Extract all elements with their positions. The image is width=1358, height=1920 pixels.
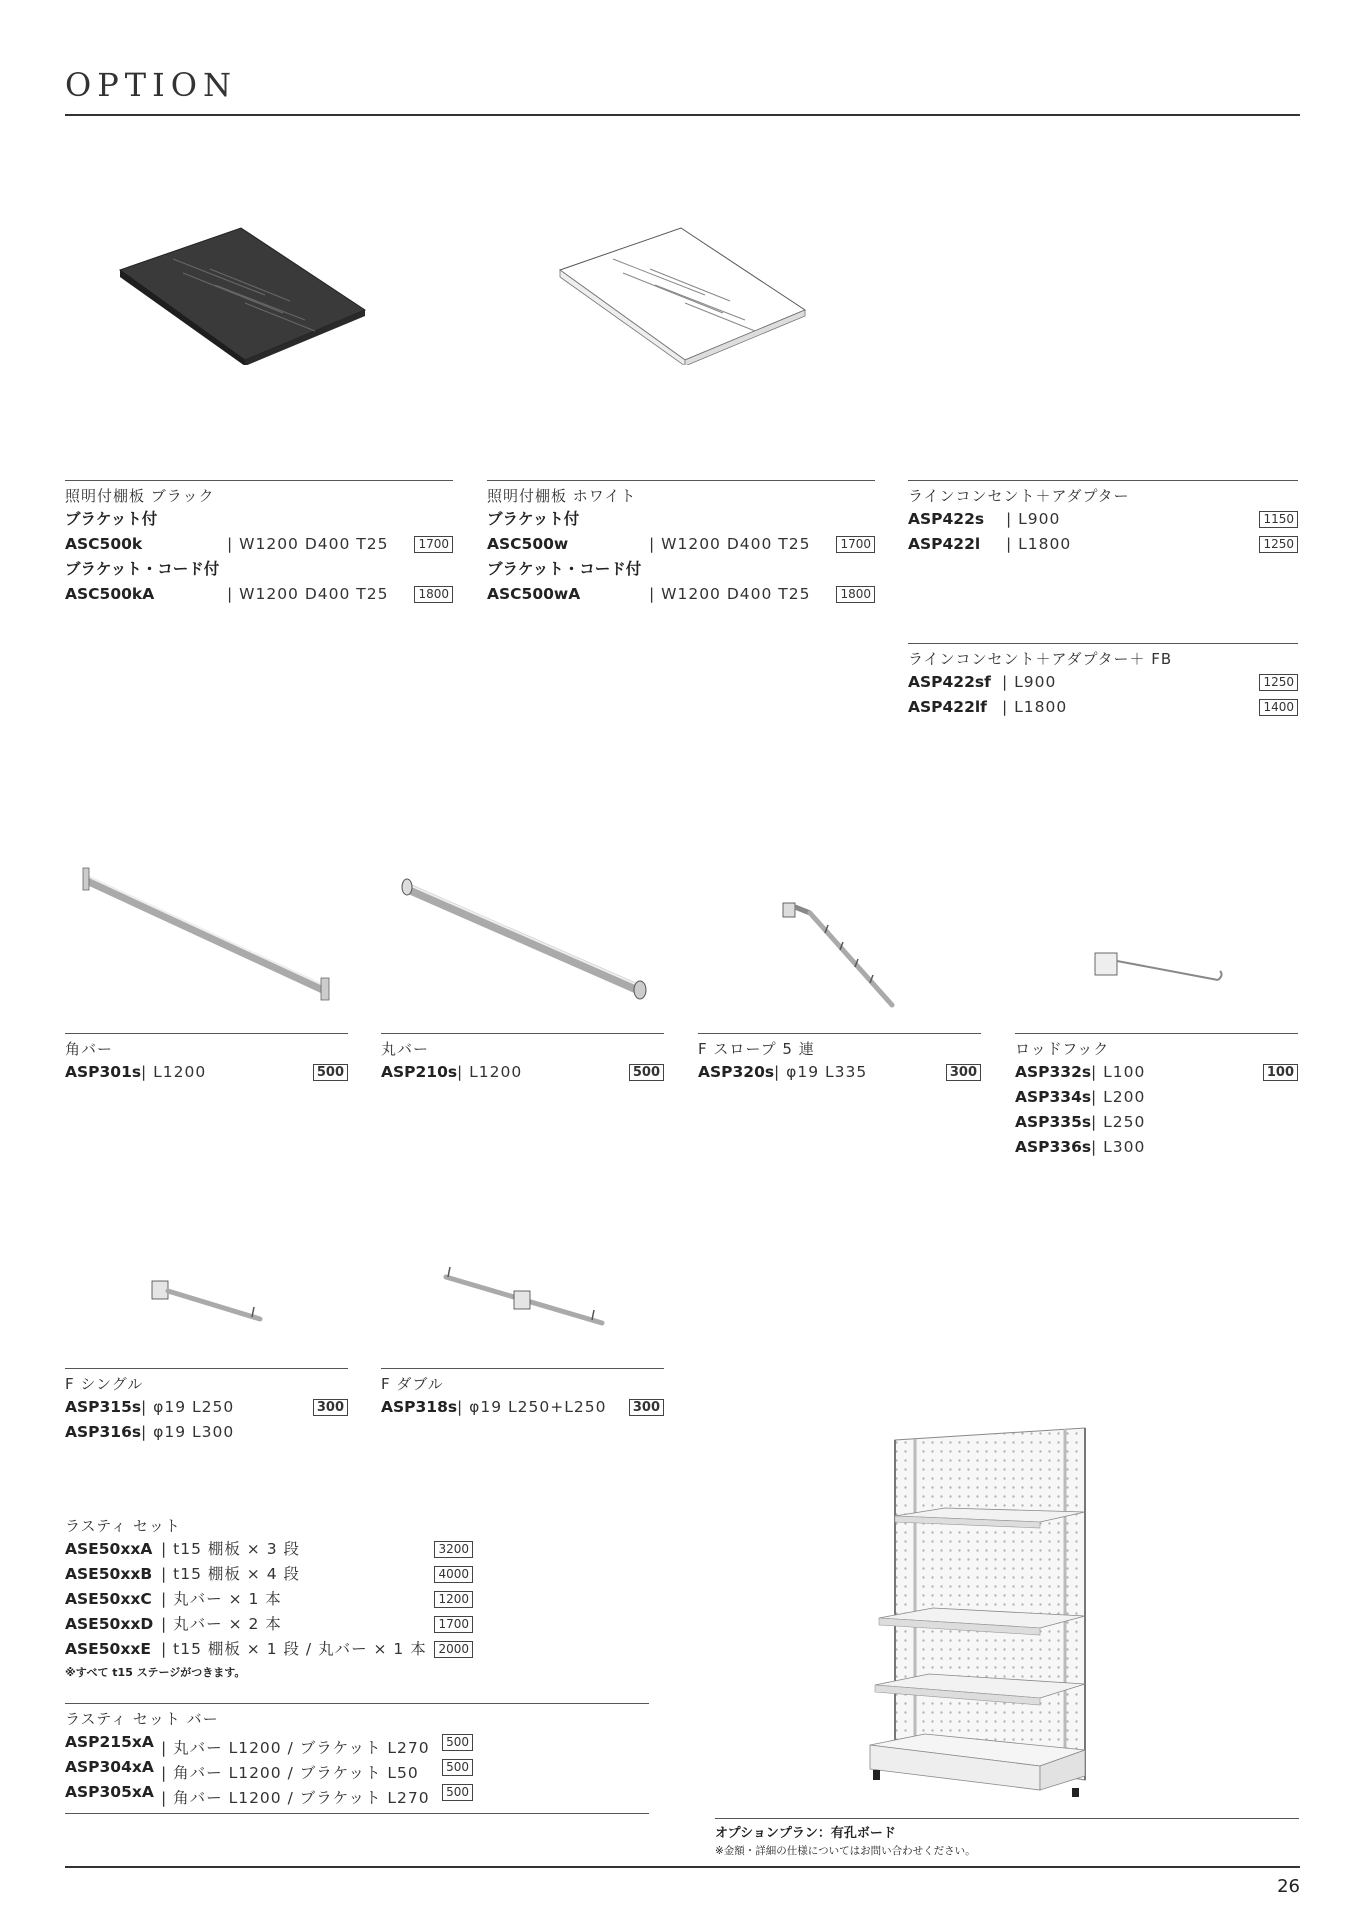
rod-hook-image bbox=[1090, 945, 1230, 995]
section-heading: F スロープ 5 連 bbox=[698, 1040, 815, 1058]
price-box: 1250 bbox=[1259, 536, 1298, 553]
pegboard-display-image bbox=[865, 1420, 1095, 1805]
f-single-section bbox=[65, 1368, 348, 1445]
product-code: ASP304xA bbox=[65, 1758, 154, 1776]
price-box: 2000 bbox=[434, 1641, 473, 1658]
product-code: ASP210s bbox=[381, 1063, 458, 1081]
white-shelf-image bbox=[555, 225, 815, 365]
product-row bbox=[65, 1395, 348, 1420]
product-row bbox=[65, 582, 453, 607]
option-plan-caption-block bbox=[715, 1818, 1299, 1858]
product-row bbox=[381, 1395, 664, 1420]
price-box: 500 bbox=[442, 1734, 473, 1751]
product-spec: | φ19 L300 bbox=[141, 1423, 235, 1441]
product-code: ASP316s bbox=[65, 1423, 142, 1441]
f-slope-image bbox=[780, 895, 910, 1015]
product-code: ASP335s bbox=[1015, 1113, 1092, 1131]
square-bar-section bbox=[65, 1033, 348, 1085]
product-spec: | t15 棚板 × 4 段 bbox=[161, 1565, 301, 1583]
product-row bbox=[65, 1060, 348, 1085]
product-code: ASP422l bbox=[908, 535, 981, 553]
product-spec: | L900 bbox=[1002, 673, 1057, 691]
subheading: ブラケット・コード付 bbox=[487, 560, 642, 578]
product-code: ASP422s bbox=[908, 510, 985, 528]
price-box: 3200 bbox=[434, 1541, 473, 1558]
product-row bbox=[1015, 1110, 1298, 1135]
product-row bbox=[698, 1060, 981, 1085]
product-spec: | φ19 L250 bbox=[141, 1398, 235, 1416]
section-heading: F ダブル bbox=[381, 1375, 444, 1393]
product-row bbox=[65, 1612, 473, 1637]
product-spec: | L1800 bbox=[1006, 535, 1072, 553]
product-code: ASP315s bbox=[65, 1398, 142, 1416]
round-bar-image bbox=[395, 870, 655, 1010]
section-heading: 照明付棚板 ブラック bbox=[65, 487, 215, 505]
price-box: 500 bbox=[442, 1759, 473, 1776]
product-spec: | L900 bbox=[1006, 510, 1061, 528]
subheading: ブラケット・コード付 bbox=[65, 560, 220, 578]
product-row bbox=[65, 1637, 473, 1662]
product-spec: | L100 bbox=[1091, 1063, 1146, 1081]
product-code: ASP301s bbox=[65, 1063, 142, 1081]
product-spec: | L250 bbox=[1091, 1113, 1146, 1131]
product-spec: | 角バー L1200 / ブラケット L50 bbox=[161, 1764, 419, 1782]
footer-rule bbox=[65, 1866, 1300, 1868]
f-double-image bbox=[440, 1265, 610, 1335]
square-bar-image bbox=[75, 860, 335, 1010]
option-plan-note: ※金額・詳細の仕様についてはお問い合わせください。 bbox=[715, 1845, 976, 1857]
section-heading: 照明付棚板 ホワイト bbox=[487, 487, 637, 505]
price-box: 300 bbox=[313, 1399, 348, 1416]
product-row bbox=[65, 1755, 473, 1780]
f-slope-section bbox=[698, 1033, 981, 1085]
price-box: 1700 bbox=[836, 536, 875, 553]
product-spec: | 丸バー × 2 本 bbox=[161, 1615, 282, 1633]
product-row bbox=[908, 695, 1298, 720]
product-row bbox=[1015, 1060, 1298, 1085]
product-code: ASP334s bbox=[1015, 1088, 1092, 1106]
product-row bbox=[908, 670, 1298, 695]
page-title: OPTION bbox=[65, 66, 237, 104]
product-spec: | W1200 D400 T25 bbox=[227, 535, 389, 553]
round-bar-section bbox=[381, 1033, 664, 1085]
price-box: 500 bbox=[313, 1064, 348, 1081]
product-code: ASC500k bbox=[65, 535, 143, 553]
product-spec: | 角バー L1200 / ブラケット L270 bbox=[161, 1789, 430, 1807]
product-spec: | 丸バー L1200 / ブラケット L270 bbox=[161, 1739, 430, 1757]
f-double-section bbox=[381, 1368, 664, 1420]
product-row bbox=[65, 532, 453, 557]
product-code: ASE50xxC bbox=[65, 1590, 152, 1608]
product-code: ASP422lf bbox=[908, 698, 987, 716]
product-row bbox=[908, 532, 1298, 557]
product-code: ASC500wA bbox=[487, 585, 581, 603]
section-heading: ラスティ セット バー bbox=[65, 1710, 219, 1728]
product-row bbox=[65, 1730, 473, 1755]
product-spec: | φ19 L250+L250 bbox=[457, 1398, 607, 1416]
header-rule bbox=[65, 114, 1300, 116]
product-spec: | W1200 D400 T25 bbox=[649, 585, 811, 603]
product-code: ASE50xxD bbox=[65, 1615, 154, 1633]
product-spec: | W1200 D400 T25 bbox=[649, 535, 811, 553]
product-code: ASP332s bbox=[1015, 1063, 1092, 1081]
price-box: 100 bbox=[1263, 1064, 1298, 1081]
price-box: 1400 bbox=[1259, 699, 1298, 716]
product-row bbox=[381, 1060, 664, 1085]
outlet-section bbox=[908, 480, 1298, 557]
product-spec: | W1200 D400 T25 bbox=[227, 585, 389, 603]
product-row bbox=[908, 507, 1298, 532]
price-box: 500 bbox=[442, 1784, 473, 1801]
product-row bbox=[65, 1587, 473, 1612]
product-row bbox=[65, 1420, 348, 1445]
product-row bbox=[1015, 1085, 1298, 1110]
rusty-set-note: ※すべて t15 ステージがつきます。 bbox=[65, 1666, 246, 1679]
black-shelf-image bbox=[115, 225, 375, 365]
product-spec: | L1200 bbox=[141, 1063, 207, 1081]
price-box: 1200 bbox=[434, 1591, 473, 1608]
price-box: 4000 bbox=[434, 1566, 473, 1583]
price-box: 1700 bbox=[414, 536, 453, 553]
section-heading: F シングル bbox=[65, 1375, 144, 1393]
product-row bbox=[487, 582, 875, 607]
product-code: ASE50xxB bbox=[65, 1565, 153, 1583]
price-box: 1250 bbox=[1259, 674, 1298, 691]
product-code: ASP215xA bbox=[65, 1733, 154, 1751]
subheading: ブラケット付 bbox=[487, 510, 580, 528]
product-spec: | L1800 bbox=[1002, 698, 1068, 716]
section-heading: 角バー bbox=[65, 1040, 114, 1058]
price-box: 1800 bbox=[414, 586, 453, 603]
product-code: ASC500w bbox=[487, 535, 569, 553]
outlet-fb-section bbox=[908, 643, 1298, 720]
rusty-bar-section bbox=[65, 1703, 649, 1814]
product-code: ASC500kA bbox=[65, 585, 155, 603]
product-code: ASP318s bbox=[381, 1398, 458, 1416]
product-spec: | t15 棚板 × 3 段 bbox=[161, 1540, 301, 1558]
product-row bbox=[65, 1537, 473, 1562]
f-single-image bbox=[148, 1275, 268, 1335]
product-code: ASP320s bbox=[698, 1063, 775, 1081]
product-spec: | φ19 L335 bbox=[774, 1063, 868, 1081]
rod-hook-section bbox=[1015, 1033, 1298, 1160]
section-heading: 丸バー bbox=[381, 1040, 430, 1058]
product-spec: | L300 bbox=[1091, 1138, 1146, 1156]
shelf-white-section bbox=[487, 480, 875, 607]
price-box: 1700 bbox=[434, 1616, 473, 1633]
product-spec: | t15 棚板 × 1 段 / 丸バー × 1 本 bbox=[161, 1640, 427, 1658]
product-code: ASE50xxE bbox=[65, 1640, 151, 1658]
product-spec: | L200 bbox=[1091, 1088, 1146, 1106]
section-heading: ラインコンセント＋アダプター＋ FB bbox=[908, 650, 1173, 668]
price-box: 300 bbox=[629, 1399, 664, 1416]
price-box: 1150 bbox=[1259, 511, 1298, 528]
product-code: ASE50xxA bbox=[65, 1540, 153, 1558]
product-code: ASP305xA bbox=[65, 1783, 154, 1801]
product-code: ASP336s bbox=[1015, 1138, 1092, 1156]
rusty-set-section bbox=[65, 1515, 473, 1684]
product-spec: | L1200 bbox=[457, 1063, 523, 1081]
option-plan-caption: オプションプラン：有孔ボード bbox=[715, 1826, 896, 1841]
shelf-black-section bbox=[65, 480, 453, 607]
price-box: 500 bbox=[629, 1064, 664, 1081]
section-heading: ロッドフック bbox=[1015, 1040, 1110, 1058]
product-code: ASP422sf bbox=[908, 673, 991, 691]
subheading: ブラケット付 bbox=[65, 510, 158, 528]
section-heading: ラインコンセント＋アダプター bbox=[908, 487, 1130, 505]
product-row bbox=[1015, 1135, 1298, 1160]
product-spec: | 丸バー × 1 本 bbox=[161, 1590, 282, 1608]
price-box: 1800 bbox=[836, 586, 875, 603]
product-row bbox=[65, 1562, 473, 1587]
page-number: 26 bbox=[1277, 1876, 1300, 1897]
price-box: 300 bbox=[946, 1064, 981, 1081]
product-row bbox=[65, 1780, 473, 1805]
product-row bbox=[487, 532, 875, 557]
section-heading: ラスティ セット bbox=[65, 1517, 181, 1535]
